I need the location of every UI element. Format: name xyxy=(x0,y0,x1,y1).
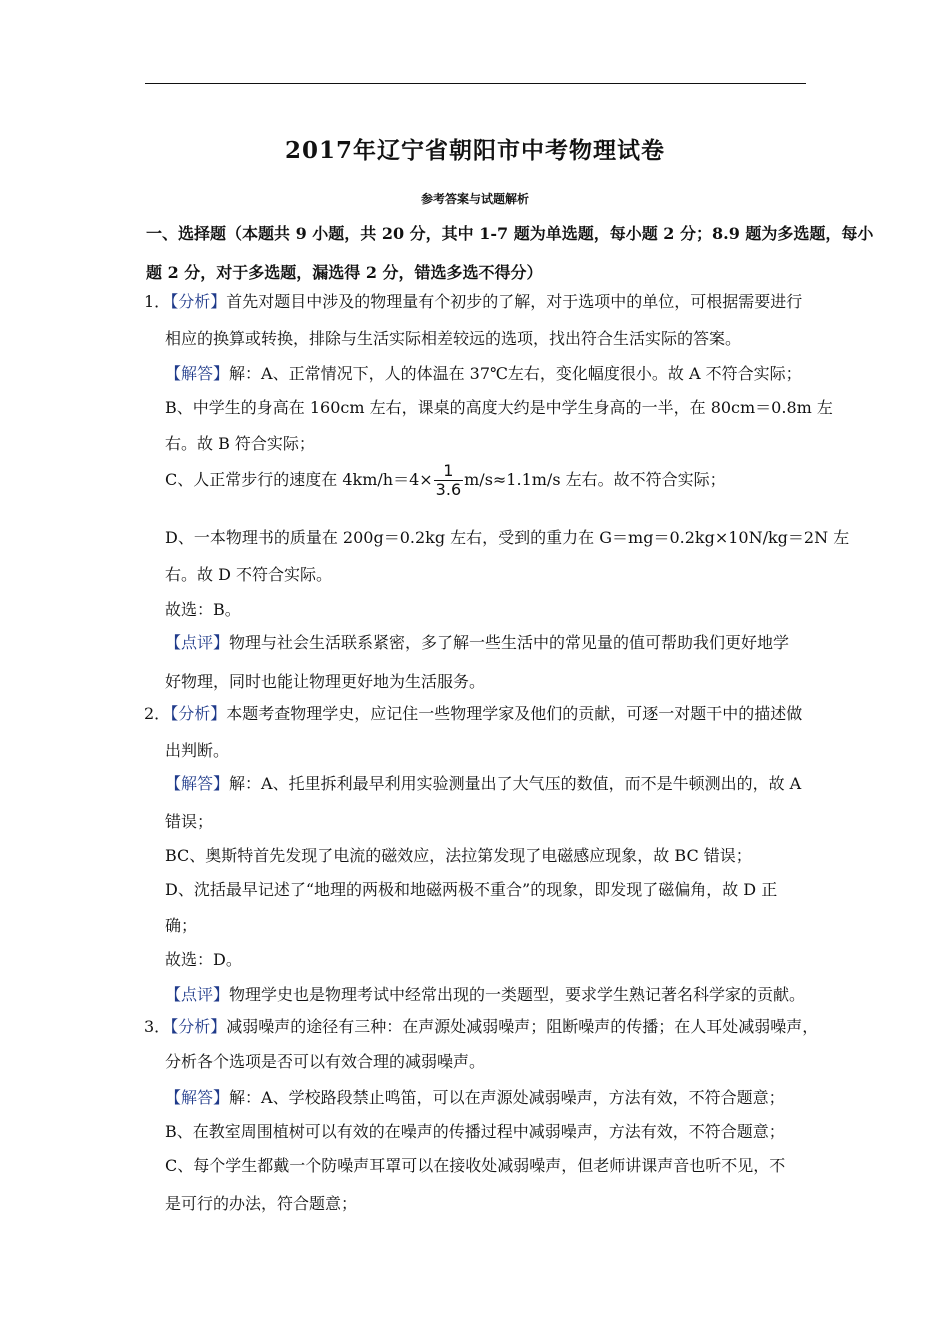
page-title: 2017年辽宁省朝阳市中考物理试卷 xyxy=(284,137,665,164)
q3-number: 3． xyxy=(144,1017,171,1036)
q2-analysis-line2: 出判断。 xyxy=(165,741,230,760)
page-subtitle: 参考答案与试题解析 xyxy=(420,192,529,206)
q3-answer-line1: 【解答】解：A、学校路段禁止鸣笛，可以在声源处减弱噪声，方法有效，不符合题意； xyxy=(165,1088,785,1107)
q2-answer-line1: 【解答】解：A、托里拆利最早利用实验测量出了大气压的数值，而不是牛顿测出的，故 A xyxy=(165,774,802,793)
q3-option-b: B、在教室周围植树可以有效的在噪声的传播过程中减弱噪声，方法有效，不符合题意； xyxy=(165,1122,785,1141)
q3-option-c-line1: C、每个学生都戴一个防噪声耳罩可以在接收处减弱噪声，但老师讲课声音也听不见，不 xyxy=(165,1156,786,1175)
q1-option-d-line2: 右。故 D 不符合实际。 xyxy=(165,565,333,584)
q1-choice: 故选：B。 xyxy=(165,600,241,619)
q2-option-d-line2: 确； xyxy=(165,916,198,935)
q1-option-b-line2: 右。故 B 符合实际； xyxy=(165,434,315,453)
q1-option-c: C、人正常步行的速度在 4km/h＝4× $\frac{1}{3.6}$ m/s≈1.1m/s 左右。故不符合实际； xyxy=(165,461,726,499)
q3-analysis-tag: 【分析】 xyxy=(170,1017,227,1036)
q1-comment-tag: 【点评】 xyxy=(165,633,230,652)
q2-analysis-tag: 【分析】 xyxy=(170,704,227,723)
q3-answer-tag: 【解答】 xyxy=(165,1088,230,1107)
q3-option-c-line2: 是可行的办法，符合题意； xyxy=(165,1194,358,1213)
q1-analysis-line2: 相应的换算或转换，排除与生活实际相差较远的选项，找出符合生活实际的答案。 xyxy=(165,329,742,348)
q2-answer-line2: 错误； xyxy=(165,812,214,831)
q1-analysis-tag: 【分析】 xyxy=(170,292,227,311)
q2-choice: 故选：D。 xyxy=(165,950,242,969)
q2-answer-tag: 【解答】 xyxy=(165,774,230,793)
section-heading-line2: 题 2 分，对于多选题，漏选得 2 分，错选多选不得分） xyxy=(146,263,543,282)
q2-option-d-line1: D、沈括最早记述了“地理的两极和地磁两极不重合”的现象，即发现了磁偏角，故 D 正 xyxy=(165,880,778,899)
q2-option-bc: BC、奥斯特首先发现了电流的磁效应，法拉第发现了电磁感应现象，故 BC 错误； xyxy=(165,846,752,865)
q1-answer-tag: 【解答】 xyxy=(165,364,230,383)
q1-analysis-line1: 1．【分析】首先对题目中涉及的物理量有个初步的了解，对于选项中的单位，可根据需要进行 xyxy=(144,292,803,311)
q1-comment-line2: 好物理，同时也能让物理更好地为生活服务。 xyxy=(165,672,486,691)
q3-analysis-line1: 3．【分析】减弱噪声的途径有三种：在声源处减弱噪声；阻断噪声的传播；在人耳处减弱噪声， xyxy=(144,1017,819,1036)
q1-option-d-line1: D、一本物理书的质量在 200g＝0.2kg 左右，受到的重力在 G＝mg＝0.2kg×10N/kg＝2N 左 xyxy=(165,528,850,547)
section-heading-line1: 一、选择题（本题共 9 小题，共 20 分，其中 1-7 题为单选题，每小题 2 分；8.9 题为多选题，每小 xyxy=(146,224,874,243)
q1-comment-line1: 【点评】物理与社会生活联系紧密，多了解一些生活中的常见量的值可帮助我们更好地学 xyxy=(165,633,790,652)
q1-number: 1． xyxy=(144,292,171,311)
q1-fraction: $\frac{1}{3.6}$ xyxy=(435,461,462,499)
q3-analysis-line2: 分析各个选项是否可以有效合理的减弱噪声。 xyxy=(165,1052,486,1071)
q2-comment-tag: 【点评】 xyxy=(165,985,230,1004)
q2-number: 2． xyxy=(144,704,171,723)
q1-option-b-line1: B、中学生的身高在 160cm 左右，课桌的高度大约是中学生身高的一半，在 80cm＝0.8m 左 xyxy=(165,398,833,417)
q2-comment-line1: 【点评】物理学史也是物理考试中经常出现的一类题型，要求学生熟记著名科学家的贡献。 xyxy=(165,985,806,1004)
header-rule xyxy=(145,83,806,84)
q1-answer-line1: 【解答】解：A、正常情况下，人的体温在 37℃左右，变化幅度很小。故 A 不符合实际； xyxy=(165,364,802,383)
q2-analysis-line1: 2．【分析】本题考查物理学史，应记住一些物理学家及他们的贡献，可逐一对题干中的描述做 xyxy=(144,704,803,723)
